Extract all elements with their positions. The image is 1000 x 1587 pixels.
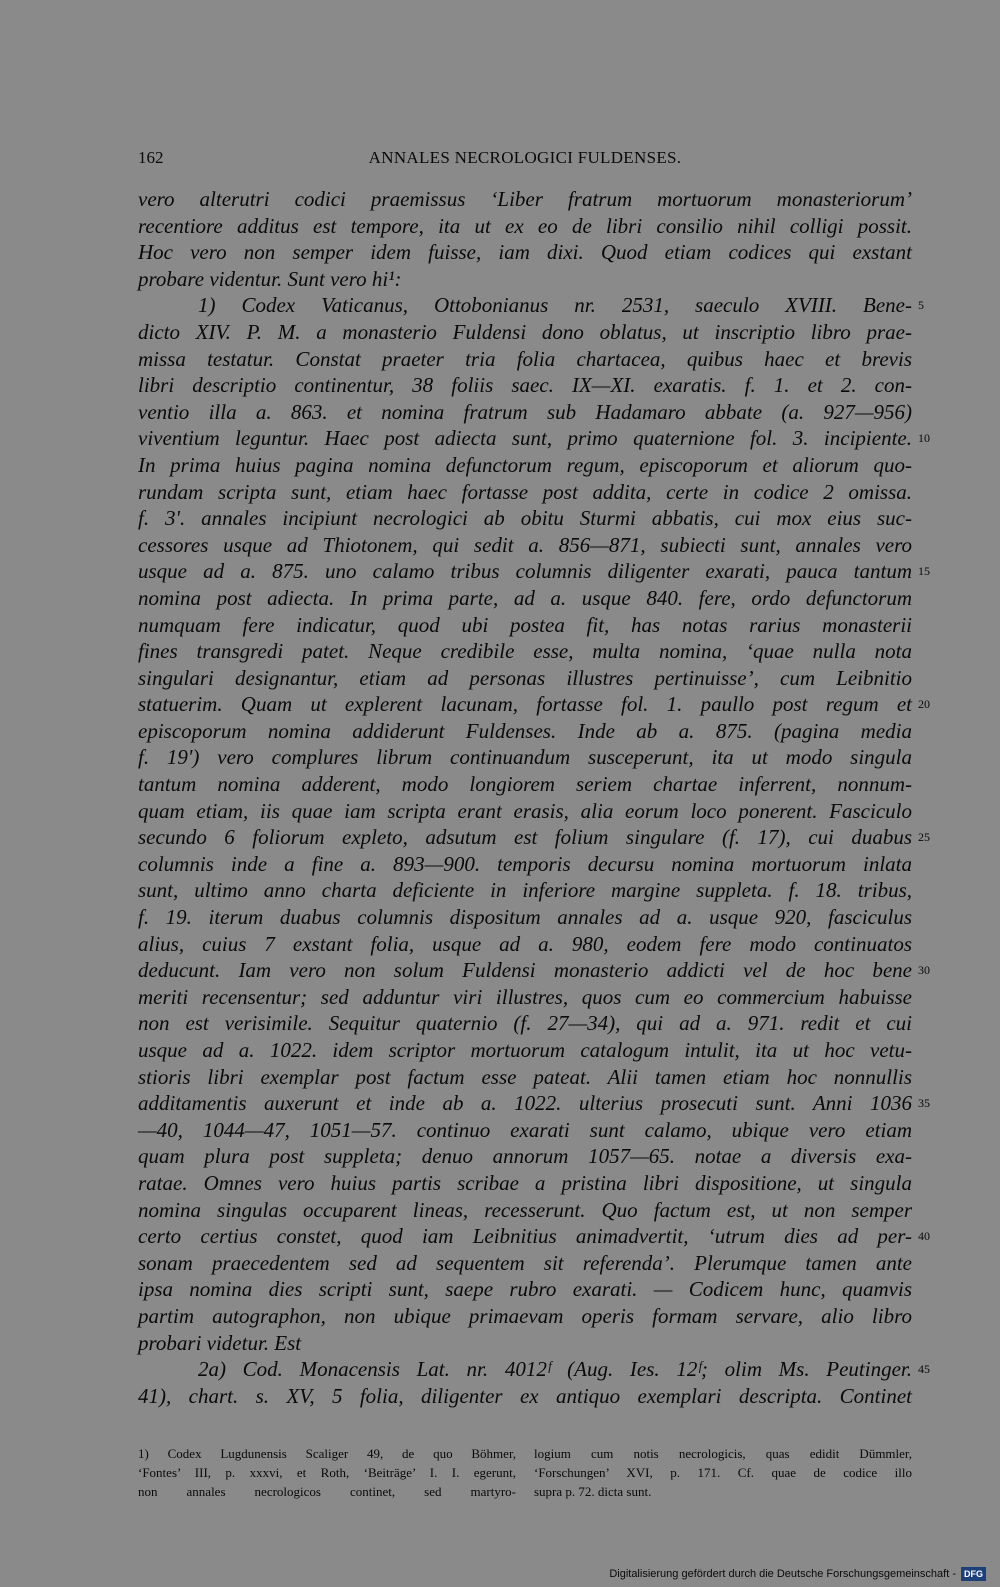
funding-text: Digitalisierung gefördert durch die Deutsche Forschungsgemeinschaft - [609,1568,956,1580]
text-line [138,1330,912,1357]
line-text: probari videtur. Est [138,1330,302,1355]
line-text: 2a) Cod. Monacensis Lat. nr. 4012ᶠ (Aug. Ies. 12ᶠ; olim Ms. Peutinger. [198,1357,912,1382]
text-line [138,585,912,612]
text-line [138,904,912,931]
line-text: statuerim. Quam ut explerent lacunam, fortasse fol. 1. paullo post regum et [138,692,912,717]
line-text: Hoc vero non semper idem fuisse, iam dixi. Quod etiam codices qui exstant [138,240,912,265]
line-text: deducunt. Iam vero non solum Fuldensi monasterio addicti vel de hoc bene [138,958,912,983]
line-text: numquam fere indicatur, quod ubi postea fit, has notas rarius monasterii [138,612,912,637]
line-text: rundam scripta sunt, etiam haec fortasse post addita, certe in codice 2 omissa. [138,479,912,504]
text-line [138,984,912,1011]
line-text: usque ad a. 1022. idem scriptor mortuorum catalogum intulit, ita ut hoc vetu- [138,1038,912,1062]
footnote-line: ‘Fontes’ III, p. xxxvi, et Roth, ‘Beiträge’ I. I. egerunt, [138,1465,516,1480]
text-line [138,877,912,904]
line-text: dicto XIV. P. M. a monasterio Fuldensi dono oblatus, ut inscriptio libro prae- [138,319,912,344]
line-text: meriti recensentur; sed adduntur viri illustres, quos cum eo commercium habuisse [138,984,912,1009]
line-number: 30 [918,963,930,978]
line-text: 41), chart. s. XV, 5 folia, diligenter ex antiquo exemplari descripta. Continet [138,1383,912,1408]
line-text: ipsa nomina dies scripti sunt, saepe rubro exarati. — Codicem hunc, quamvis [138,1277,912,1302]
line-text: usque ad a. 875. uno calamo tribus columnis diligenter exarati, pauca tantum [138,559,912,584]
line-text: recentiore additus est tempore, ita ut ex eo de libri consilio nihil colligi possit. [138,213,912,238]
text-line [138,718,912,745]
text-line [138,851,912,878]
line-text: quam plura post suppleta; denuo annorum 1057—65. notae a diversis exa- [138,1144,912,1169]
text-line [138,771,912,798]
footnote-line: supra p. 72. dicta sunt. [534,1484,652,1499]
line-text: In prima huius pagina nomina defunctorum regum, episcoporum et aliorum quo- [138,452,912,477]
text-line [138,425,930,452]
text-line [138,1010,912,1037]
text-line [138,1197,912,1224]
page-header [138,148,912,172]
line-number: 35 [918,1096,930,1111]
line-text: partim autographon, non ubique primaevam operis formam servare, alio libro [138,1303,912,1328]
text-line [138,266,912,293]
line-number: 10 [918,431,930,446]
footnotes [138,1444,912,1501]
text-line [138,1143,912,1170]
line-number: 5 [918,298,924,313]
line-text: additamentis auxerunt et inde ab a. 1022. ulterius prosecuti sunt. Anni 1036 [138,1091,912,1116]
text-line [138,638,912,665]
line-number: 45 [918,1362,930,1377]
body-text [138,186,930,1409]
text-line [138,505,912,532]
line-text: —40, 1044—47, 1051—57. continuo exarati sunt calamo, ubique vero etiam [138,1117,912,1142]
text-line [138,399,912,426]
line-text: secundo 6 foliorum expleto, adsutum est folium singulare (f. 17), cui duabus [138,825,912,850]
text-line [138,346,912,373]
text-line [138,1383,912,1410]
line-text: f. 19') vero complures librum continuandum susceperunt, ita ut modo singula [138,745,912,770]
text-line [138,824,930,851]
line-text: stioris libri exemplar post factum esse pateat. Alii tamen etiam hoc nonnullis [138,1064,912,1089]
text-line [138,1356,930,1383]
line-text: nomina post adiecta. In prima parte, ad a. usque 840. fere, ordo defunctorum [138,585,912,610]
text-line [138,957,930,984]
text-line [138,532,912,559]
text-line [138,1303,912,1330]
line-text: vero alterutri codici praemissus ‘Liber fratrum mortuorum monasteriorum’ [138,187,912,211]
text-line [138,239,912,266]
line-number: 25 [918,830,930,845]
footnote-line: non annales necrologicos continet, sed martyro- [138,1484,516,1499]
text-line [138,1117,912,1144]
dfg-logo: DFG [961,1567,986,1581]
footnote-line: ‘Forschungen’ XVI, p. 171. Cf. quae de codice illo [534,1465,912,1480]
line-text: fines transgredi patet. Neque credibile esse, multa nomina, ‘quae nulla nota [138,639,912,664]
line-text: episcoporum nomina addiderunt Fuldenses. Inde ab a. 875. (pagina media [138,718,912,743]
line-text: alius, cuius 7 exstant folia, usque ad a. 980, eodem fere modo continuatos [138,931,912,956]
text-line [138,744,912,771]
line-text: sunt, ultimo anno charta deficiente in inferiore margine suppleta. f. 18. tribus, [138,878,912,903]
text-line [138,931,912,958]
text-line [138,372,912,399]
line-text: sonam praecedentem sed ad sequentem sit referenda’. Plerumque tamen ante [138,1250,912,1275]
line-text: missa testatur. Constat praeter tria folia chartacea, quibus haec et brevis [138,346,912,371]
text-line [138,665,912,692]
text-line [138,1064,912,1091]
text-line [138,1250,912,1277]
footnote-column-left [138,1444,516,1501]
line-text: nomina singulas occuparent lineas, recesserunt. Quo factum est, ut non semper [138,1197,912,1222]
text-line [138,1223,930,1250]
text-line [138,1170,912,1197]
line-number: 20 [918,697,930,712]
line-text: certo certius constet, quod iam Leibnitius animadvertit, ‘utrum dies ad per- [138,1224,912,1249]
line-text: tantum nomina adderent, modo longiorem seriem chartae inferrent, nonnum- [138,772,912,797]
text-line [138,558,930,585]
running-title: ANNALES NECROLOGICI FULDENSES. [368,148,682,167]
text-line [138,691,930,718]
line-text: f. 19. iterum duabus columnis dispositum annales ad a. usque 920, fasciculus [138,905,912,930]
text-line [138,213,912,240]
line-text: cessores usque ad Thiotonem, qui sedit a. 856—871, subiecti sunt, annales vero [138,532,912,557]
footnote-column-right [534,1444,912,1501]
text-line [138,186,912,213]
footnote-line: 1) Codex Lugdunensis Scaliger 49, de quo Böhmer, [138,1446,516,1461]
line-number: 15 [918,564,930,579]
text-line [138,1037,912,1064]
page-number: 162 [138,148,164,167]
line-text: f. 3'. annales incipiunt necrologici ab obitu Sturmi abbatis, cui mox eius suc- [138,506,912,531]
line-text: viventium leguntur. Haec post adiecta sunt, primo quaternione fol. 3. incipiente. [138,426,912,451]
text-line [138,1276,912,1303]
text-line [138,292,924,319]
text-line [138,479,912,506]
line-text: ratae. Omnes vero huius partis scribae a pristina libri dispositione, ut singula [138,1170,912,1195]
text-line [138,452,912,479]
line-text: non est verisimile. Sequitur quaternio (f. 27—34), qui ad a. 971. redit et cui [138,1011,912,1036]
line-text: libri descriptio continentur, 38 foliis saec. IX—XI. exaratis. f. 1. et 2. con- [138,373,912,398]
line-text: 1) Codex Vaticanus, Ottobonianus nr. 2531, saeculo XVIII. Bene- [198,293,912,318]
line-text: ventio illa a. 863. et nomina fratrum sub Hadamaro abbate (a. 927—956) [138,399,912,424]
text-line [138,798,912,825]
line-text: probare videntur. Sunt vero hi¹: [138,266,402,291]
line-text: columnis inde a fine a. 893—900. temporis decursu nomina mortuorum inlata [138,851,912,876]
text-line [138,612,912,639]
line-text: singulari designantur, etiam ad personas illustres pertinuisse’, cum Leibnitio [138,665,912,690]
text-line [138,1090,930,1117]
text-line [138,319,912,346]
funding-footer [609,1566,986,1582]
line-number: 40 [918,1229,930,1244]
line-text: quam etiam, iis quae iam scripta erant erasis, alia eorum loco ponerent. Fasciculo [138,798,912,823]
footnote-line: logium cum notis necrologicis, quas edidit Dümmler, [534,1446,912,1461]
